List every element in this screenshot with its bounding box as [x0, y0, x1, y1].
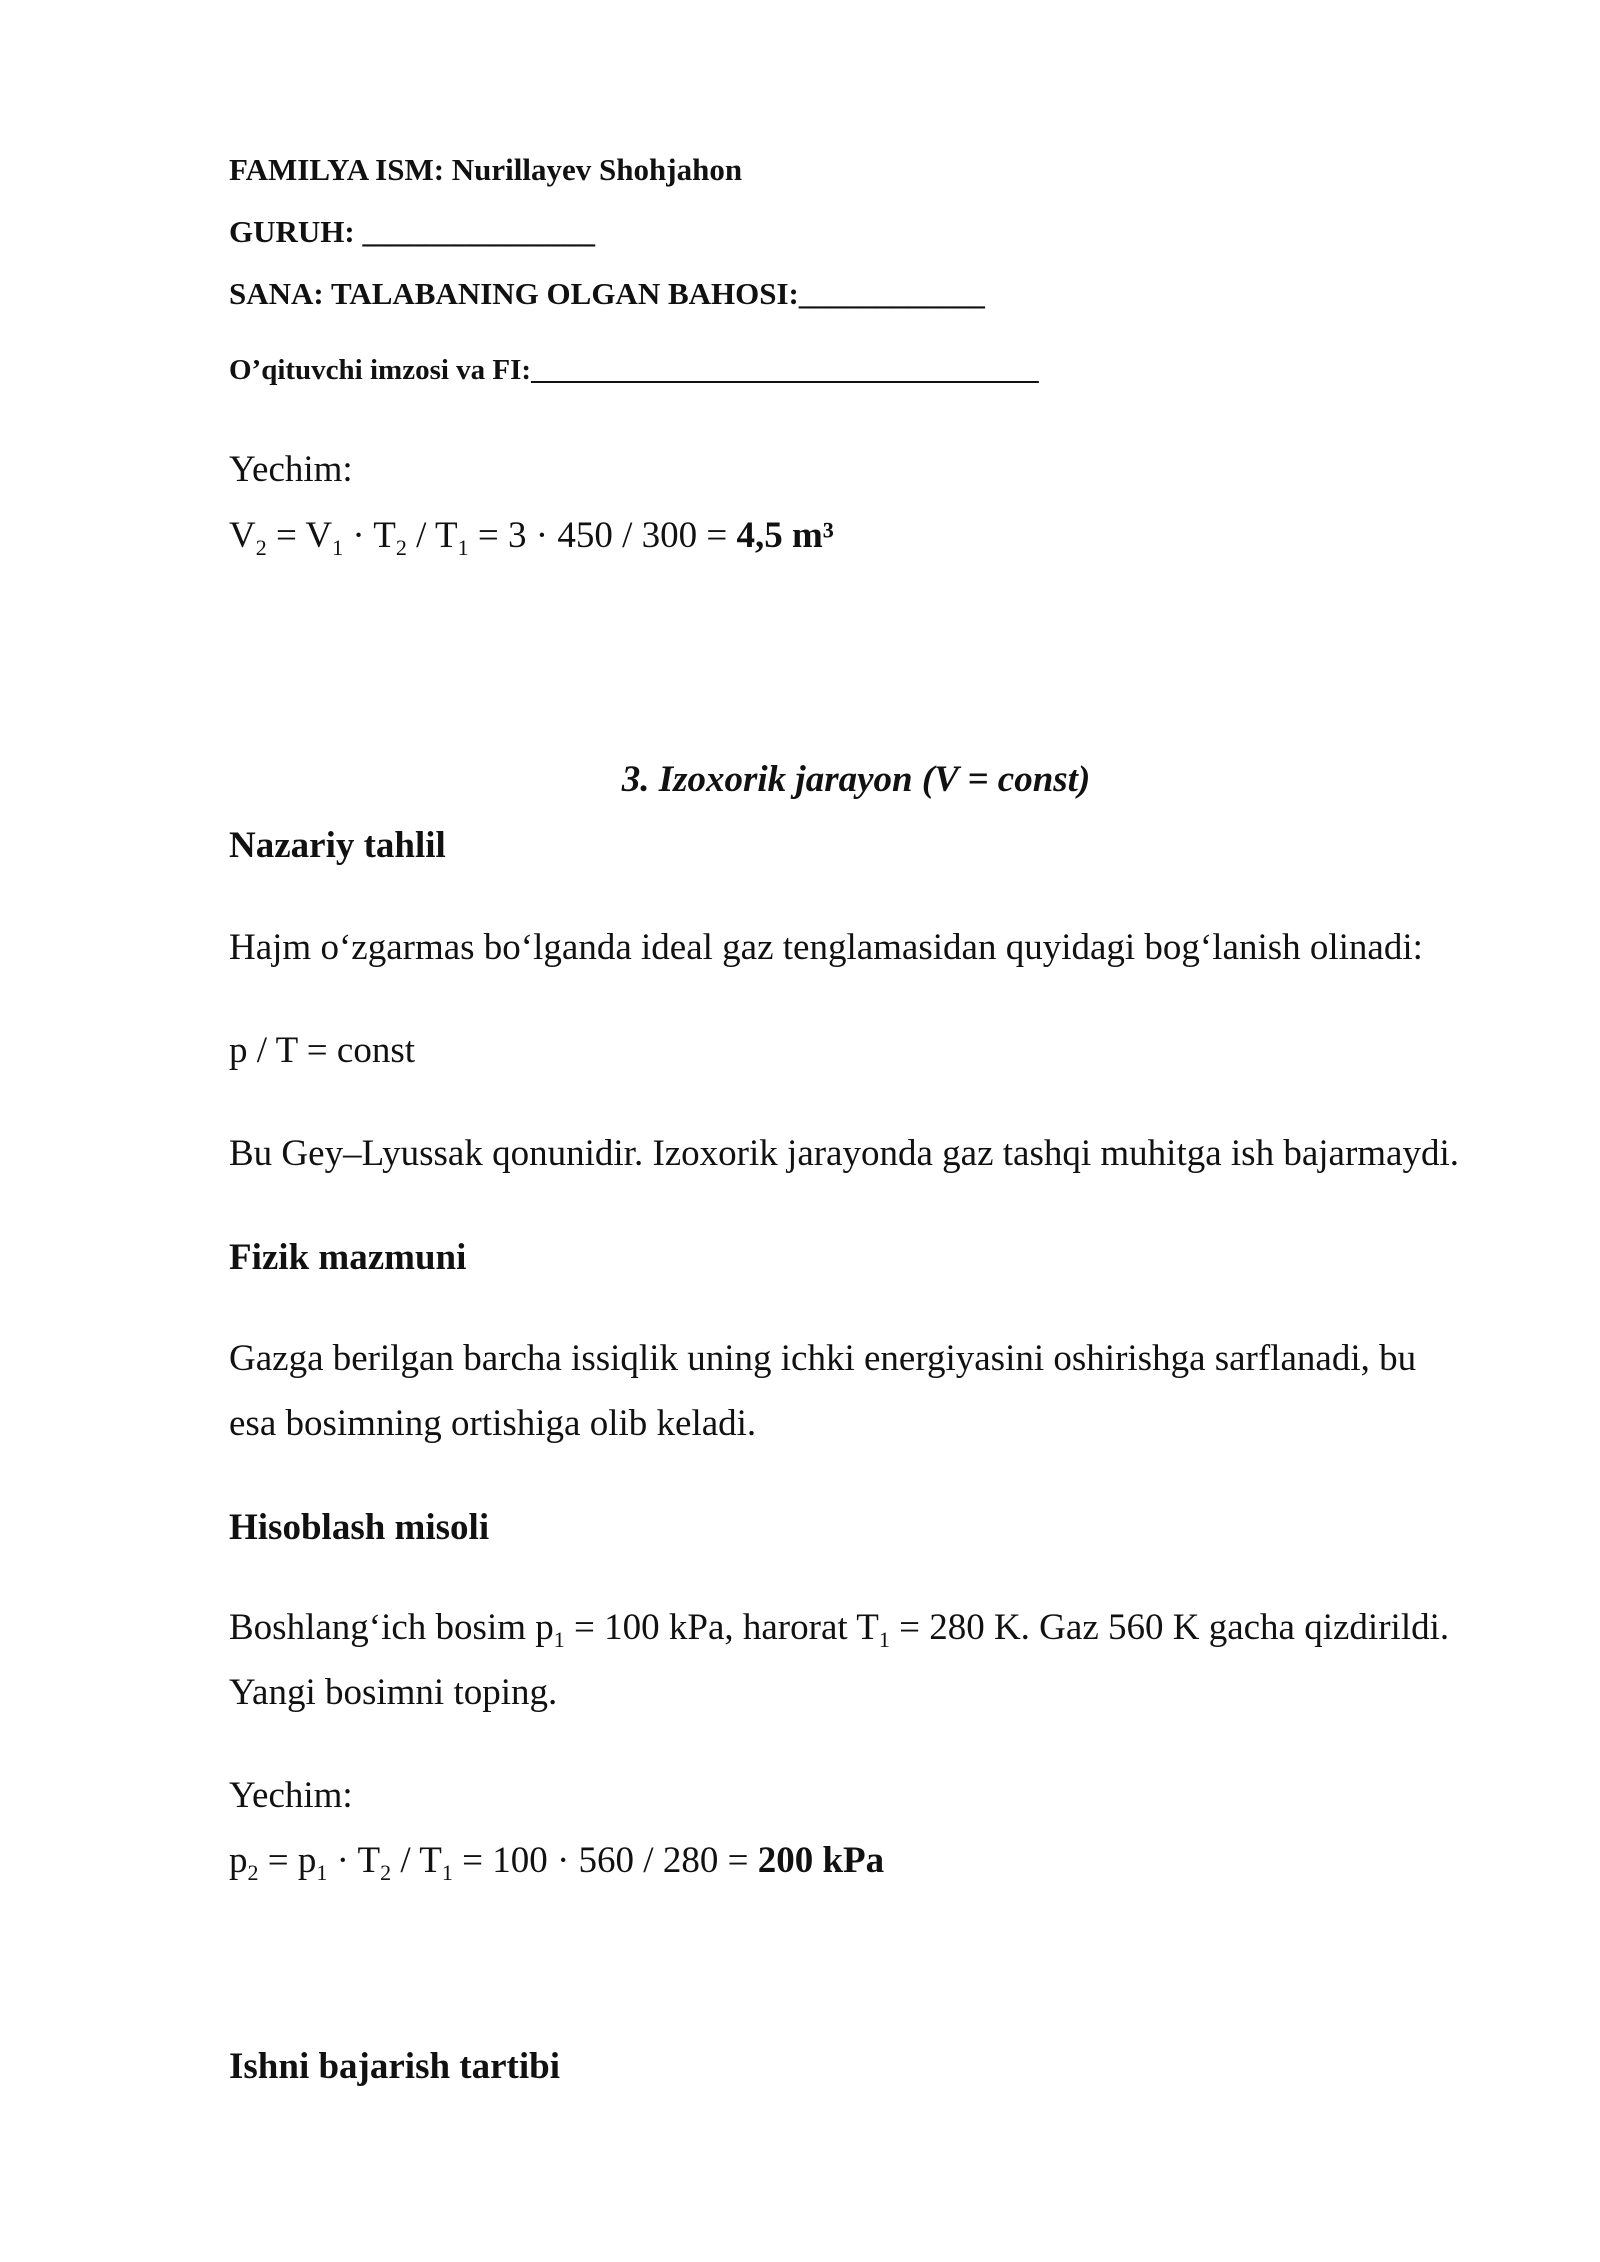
physics-line-1: Gazga berilgan barcha issiqlik uning ichki energiyasini oshirishga sarflanadi, bu: [229, 1338, 1417, 1379]
theory-text: Hajm o‘zgarmas bo‘lganda ideal gaz tenglamasidan quyidagi bog‘lanish olinadi:: [229, 927, 1423, 968]
example-line-2: Yangi bosimni toping.: [229, 1672, 558, 1713]
solution2-result: 200 kPa: [757, 1840, 885, 1881]
example-line-1: Boshlang‘ich bosim $p_1 = 100$ kPa, harorat $T_1 = 280$ K. Gaz 560 K gacha qizdirildi.: [229, 1607, 1450, 1652]
law-text: Bu Gey–Lyussak qonunidir. Izoxorik jarayonda gaz tashqi muhitga ish bajarmaydi.: [229, 1133, 1459, 1174]
theory-heading: Nazariy tahlil: [229, 825, 446, 866]
formula-line: p / T = const: [229, 1030, 416, 1071]
grade-label: TALABANING OLGAN BAHOSI:: [330, 276, 799, 311]
procedure-heading: Ishni bajarish tartibi: [229, 2046, 561, 2087]
example-heading: Hisoblash misoli: [229, 1507, 490, 1548]
solution1-formula: $V_2 = V_1 \cdot T_2 / T_1 = 3 \cdot 450 / 300 = 4,5$ m³: [229, 515, 834, 560]
name-value: Nurillayev Shohjahon: [451, 152, 743, 187]
section-title: 3. Izoxorik jarayon (V = const): [621, 759, 1091, 800]
grade-blank: ____________: [798, 276, 985, 311]
teacher-line: [229, 354, 1039, 387]
group-line: [229, 214, 595, 250]
group-blank: _______________: [362, 214, 595, 249]
group-label: GURUH:: [229, 214, 355, 249]
solution1-label: Yechim:: [229, 449, 353, 490]
teacher-label: O’qituvchi imzosi va FI:: [229, 354, 532, 386]
physics-line-2: esa bosimning ortishiga olib keladi.: [229, 1403, 757, 1444]
date-label: SANA:: [229, 276, 324, 311]
teacher-blank: ___________________________________: [531, 354, 1039, 386]
solution1-result: 4,5 m³: [736, 515, 834, 556]
solution2-formula: $p_2 = p_1 \cdot T_2 / T_1 = 100 \cdot 560 / 280 = 200$ kPa: [229, 1840, 885, 1885]
name-label: FAMILYA ISM:: [229, 152, 445, 187]
date-grade-line: [229, 276, 985, 312]
solution2-label: Yechim:: [229, 1775, 353, 1816]
physics-heading: Fizik mazmuni: [229, 1237, 467, 1278]
name-line: [229, 152, 742, 188]
